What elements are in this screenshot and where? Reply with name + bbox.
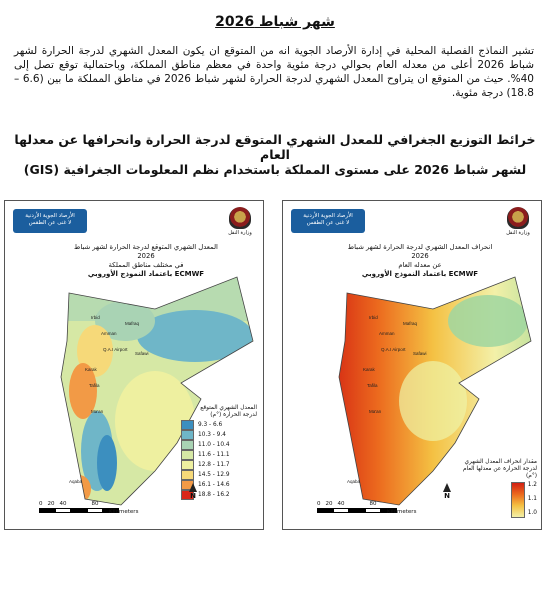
deviation-map-title: انحراف المعدل الشهري لدرجة الحرارة لشهر شباط 2026 عن معدله العام باعتماد النموذج الأوروبي ECMWF (347, 243, 493, 278)
deviation-map-panel (282, 200, 542, 530)
legend-row (181, 420, 257, 429)
maps-subtitle-line2: لشهر شباط 2026 على مستوى المملكة باستخدام نظم المعلومات الجغرافية (GIS) (23, 162, 527, 177)
legend-label: 11.0 - 10.4 (198, 441, 230, 448)
svg-text:Irbid: Irbid (369, 315, 378, 320)
legend-label: 9.3 - 6.6 (198, 421, 223, 428)
svg-text:Karak: Karak (363, 367, 375, 372)
legend-swatch (181, 470, 194, 480)
scale-bar: 0 20 40 80 (317, 501, 397, 513)
svg-text:Karak: Karak (85, 367, 97, 372)
crest-emblem-icon (229, 207, 251, 229)
legend-label: 12.8 - 11.7 (198, 461, 230, 468)
crest-emblem-icon (507, 207, 529, 229)
svg-text:Amman: Amman (101, 331, 117, 336)
legend-label: 11.6 - 11.1 (198, 451, 230, 458)
svg-text:Aqaba: Aqaba (347, 479, 361, 484)
legend-row (181, 450, 257, 459)
legend-label: 16.1 - 14.6 (198, 481, 230, 488)
scale-bar: 0 20 40 80 (39, 501, 119, 513)
svg-text:Mafraq: Mafraq (403, 321, 418, 326)
legend-row (181, 460, 257, 469)
legend-label: 14.5 - 12.9 (198, 471, 230, 478)
svg-text:Mafraq: Mafraq (125, 321, 140, 326)
temperature-map-panel (4, 200, 264, 530)
svg-text:Ma'an: Ma'an (91, 409, 104, 414)
scale-unit: Kilometers (387, 509, 417, 515)
jmd-logo: الأرصاد الجوية الأردنية لا غنى عن الطقس (13, 209, 87, 233)
scale-unit: Kilometers (109, 509, 139, 515)
svg-text:Tafila: Tafila (367, 383, 378, 388)
svg-text:Safawi: Safawi (135, 351, 149, 356)
svg-text:Amman: Amman (379, 331, 395, 336)
legend-row (181, 430, 257, 439)
ministry-crest: وزارة النقل (227, 207, 253, 241)
ministry-crest: وزارة النقل (505, 207, 531, 241)
maps-subtitle (10, 132, 540, 177)
legend-swatch (181, 430, 194, 440)
page-title: شهر شباط 2026 (215, 14, 335, 30)
legend-row (181, 470, 257, 479)
svg-text:Ma'an: Ma'an (369, 409, 382, 414)
svg-text:Q.A.I Airport: Q.A.I Airport (381, 347, 406, 352)
legend-label: 18.8 - 16.2 (198, 491, 230, 498)
deviation-legend: مقدار انحراف المعدل الشهري لدرجة الحرارة عن معدلها العام (°م) 1.2 1.1 1.0 (463, 459, 537, 516)
intro-paragraph: تشير النماذج الفصلية المحلية في إدارة الأرصاد الجوية انه من المتوقع ان يكون المعدل الشهري لدرجة الحرارة لشهر شباط 2026 أعلى من معدله العام بحوالي درجة مئوية واحدة في معظم مناطق المملكة، وباحتمالية توقع تصل إلى 40%. حيث من المتوقع ان يتراوح المعدل الشهري لدرجة الحرارة لشهر شباط 2026 في مناطق المملكة ما بين (6.6 – 18.8) درجة مئوية. (14, 45, 534, 99)
svg-text:Irbid: Irbid (91, 315, 100, 320)
north-arrow-icon: N (187, 483, 199, 500)
jmd-logo: الأرصاد الجوية الأردنية لا غنى عن الطقس (291, 209, 365, 233)
legend-row (181, 440, 257, 449)
legend-swatch (181, 420, 194, 430)
temperature-legend: المعدل الشهري المتوقع لدرجة الحرارة (°م) 9.3 - 6.6 10.3 - 9.4 11.0 - 10.4 11.6 - 11.1 12.8 - 11.7 14.5 - 12.9 16.1 - 14.6 18.8 - 16.2 (181, 405, 257, 499)
temperature-map-title: المعدل الشهري المتوقع لدرجة الحرارة لشهر شباط 2026 في مختلف مناطق المملكة باعتماد النموذج الأوروبي ECMWF (74, 243, 218, 278)
svg-text:Q.A.I Airport: Q.A.I Airport (103, 347, 128, 352)
maps-subtitle-line1: خرائط التوزيع الجغرافي للمعدل الشهري المتوقع لدرجة الحرارة وانحرافها عن معدلها العام (14, 132, 536, 162)
svg-text:Safawi: Safawi (413, 351, 427, 356)
deviation-legend-gradient (511, 482, 525, 518)
svg-text:Aqaba: Aqaba (69, 479, 83, 484)
north-arrow-icon: N (441, 483, 453, 500)
legend-swatch (181, 440, 194, 450)
legend-swatch (181, 450, 194, 460)
svg-text:Tafila: Tafila (89, 383, 100, 388)
legend-swatch (181, 460, 194, 470)
legend-label: 10.3 - 9.4 (198, 431, 226, 438)
